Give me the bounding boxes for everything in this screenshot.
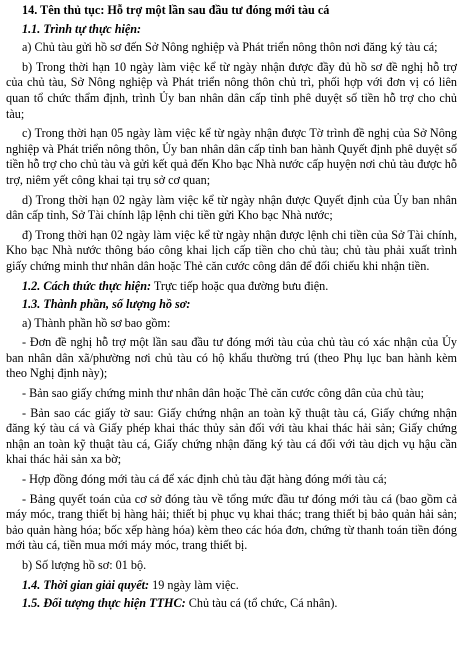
document-item-2: - Bản sao giấy chứng minh thư nhân dân hoặc Thẻ căn cước công dân của chủ tàu; xyxy=(22,386,425,401)
step-dd: đ) Trong thời hạn 02 ngày làm việc kể từ ngày nhận được lệnh chi tiền của Sở Tài chính, Kho bạc Nhà nước thông báo công khai lịch cấp tiền cho chủ tàu; chủ tàu phải xuất trình giấy chứng minh thư nhân dân hoặc Thẻ căn cước công dân để đối chiếu khi nhận tiền. xyxy=(6,227,457,273)
documents-quantity: b) Số lượng hồ sơ: 01 bộ. xyxy=(22,558,147,572)
section-heading-method: 1.2. Cách thức thực hiện: xyxy=(22,278,152,293)
document-item-4: - Hợp đồng đóng mới tàu cá để xác định chủ tàu đặt hàng đóng mới tàu cá; xyxy=(22,472,387,487)
step-c: c) Trong thời hạn 05 ngày làm việc kể từ ngày nhận được Tờ trình đề nghị của Sở Nông nghiệp và Phát triển nông thôn, Ủy ban nhân dân cấp tỉnh ban hành Quyết định phê duyệt số tiền hỗ trợ cho chủ tàu và gửi kết quả đến Kho bạc Nhà nước cấp huyện nơi chủ tàu được hỗ trợ, niêm yết công khai tại trụ sở cơ quan; xyxy=(6,126,457,187)
section-method xyxy=(6,279,457,295)
document-item-1: - Đơn đề nghị hỗ trợ một lần sau đầu tư đóng mới tàu của chủ tàu có xác nhận của Ủy ban nhân dân xã/phường nơi chủ tàu có hộ khẩu thường trú (theo Phụ lục ban hành kèm theo Nghị định này); xyxy=(6,335,457,381)
documents-intro: a) Thành phần hồ sơ bao gồm: xyxy=(22,315,171,330)
section-heading-sequence: 1.1. Trình tự thực hiện: xyxy=(22,21,142,36)
subjects-text: Chủ tàu cá (tổ chức, Cá nhân). xyxy=(185,596,338,611)
procedure-title: 14. Tên thủ tục: Hỗ trợ một lần sau đầu tư đóng mới tàu cá xyxy=(22,3,330,17)
section-heading-documents: 1.3. Thành phần, số lượng hồ sơ: xyxy=(22,297,191,312)
section-subjects xyxy=(6,596,457,612)
method-text: Trực tiếp hoặc qua đường bưu điện. xyxy=(151,278,329,293)
document-item-5: - Bảng quyết toán của cơ sở đóng tàu về tổng mức đầu tư đóng mới tàu cá (bao gồm cả máy móc, trang thiết bị hàng hải; thiết bị phục vụ khai thác; trang thiết bị bảo quản hải sản; bảo quản hàng hóa; bốc xếp hàng hóa) kèm theo các hóa đơn, chứng từ thanh toán tiền đóng mới tàu cá, tiền mua mới máy móc, trang thiết bị. xyxy=(6,491,457,553)
duration-text: 19 ngày làm việc. xyxy=(149,577,239,592)
section-duration xyxy=(6,578,457,594)
step-b: b) Trong thời hạn 10 ngày làm việc kể từ ngày nhận được đầy đủ hồ sơ đề nghị hỗ trợ của chủ tàu, Sở Nông nghiệp và Phát triển nông thôn chủ trì, phối hợp với đơn vị có liên quan tổ chức thẩm định, trình Ủy ban nhân dân cấp tỉnh phê duyệt số tiền hỗ trợ cho chủ tàu; xyxy=(6,59,457,121)
section-heading-duration: 1.4. Thời gian giải quyết: xyxy=(22,577,150,592)
step-d: d) Trong thời hạn 02 ngày làm việc kể từ ngày nhận được Quyết định của Ủy ban nhân dân cấp tỉnh, Sở Tài chính lập lệnh chi tiền gửi Kho bạc Nhà nước; xyxy=(6,192,457,223)
document-item-3: - Bản sao các giấy tờ sau: Giấy chứng nhận an toàn kỹ thuật tàu cá, Giấy chứng nhận đăng ký tàu cá và Giấy phép khai thác thủy sản đối với tàu khai thác hải sản; Giấy chứng nhận an toàn kỹ thuật tàu cá, Giấy chứng nhận đăng ký tàu cá đối với tàu dịch vụ hậu cần khai thác hải sản xa bờ; xyxy=(6,405,457,467)
step-a: a) Chủ tàu gửi hồ sơ đến Sở Nông nghiệp và Phát triển nông thôn nơi đăng ký tàu cá; xyxy=(22,40,438,55)
section-heading-subjects: 1.5. Đối tượng thực hiện TTHC: xyxy=(22,596,186,611)
